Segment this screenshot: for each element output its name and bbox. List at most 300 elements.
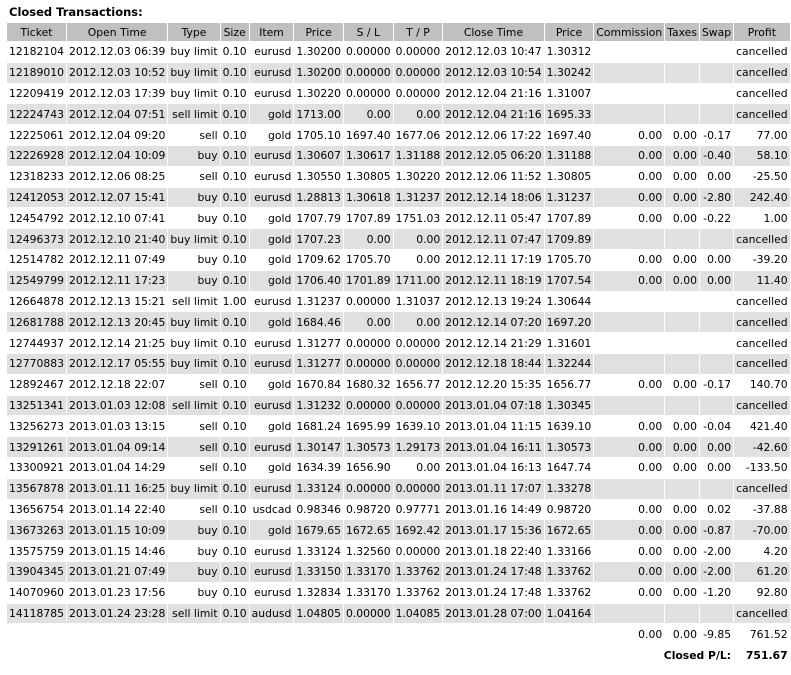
cell-item: eurusd (250, 146, 294, 166)
cell-taxes (665, 604, 699, 624)
cell-taxes: 0.00 (672, 586, 697, 600)
cell-close-price: 1656.77 (546, 378, 592, 392)
cell-ticket: 12664878 (9, 294, 64, 308)
cell-close-price: 1707.89 (546, 211, 592, 225)
cell-size: 0.10 (222, 419, 247, 433)
cell-close-time: 2012.12.06 11:52 (445, 170, 542, 184)
cell-take-profit: 1.31037 (395, 294, 441, 308)
cell-commission: 0.00 (638, 128, 663, 142)
cell-open-price: 1707.79 (296, 211, 341, 225)
cell-taxes (665, 292, 699, 312)
cell-open-price: 1.30200 (294, 63, 343, 83)
cell-commission (594, 604, 664, 624)
column-header-take-profit: T / P (394, 23, 443, 41)
cell-taxes: 0.00 (672, 128, 697, 142)
cell-swap (700, 312, 733, 332)
cell-take-profit: 1.33762 (395, 586, 441, 600)
cell-open-price: 1.31277 (296, 336, 341, 350)
cell-taxes (665, 312, 699, 332)
cell-commission: 0.00 (594, 271, 664, 291)
cell-commission (594, 292, 664, 312)
cell-open-price: 1709.62 (296, 253, 341, 267)
table-row (7, 479, 790, 499)
cell-close-price: 1672.65 (545, 520, 594, 540)
cell-close-price: 1707.54 (545, 271, 594, 291)
cell-ticket: 12412053 (7, 188, 66, 208)
cell-type: buy (168, 188, 219, 208)
cell-stop-loss: 1705.70 (345, 253, 391, 267)
cell-item: gold (268, 461, 292, 475)
cell-open-price: 0.98346 (296, 502, 341, 516)
cell-open-time: 2012.12.07 15:41 (67, 188, 167, 208)
cell-take-profit: 0.00000 (394, 63, 443, 83)
cell-ticket: 12770883 (7, 354, 66, 374)
cell-item: eurusd (254, 586, 292, 600)
column-header-commission: Commission (594, 23, 664, 41)
cell-profit: 58.10 (734, 146, 789, 166)
cell-close-price: 1.30345 (545, 396, 594, 416)
cell-profit: cancelled (734, 63, 789, 83)
cell-open-time: 2013.01.03 12:08 (67, 396, 167, 416)
cell-profit: 242.40 (734, 188, 789, 208)
cell-type: sell (168, 437, 219, 457)
cell-type: buy (168, 146, 219, 166)
cell-stop-loss: 1680.32 (345, 378, 391, 392)
cell-taxes (665, 333, 699, 353)
cell-ticket: 12454792 (9, 211, 64, 225)
cell-stop-loss: 1.30618 (344, 188, 393, 208)
cell-close-price: 1705.70 (546, 253, 592, 267)
cell-close-time: 2012.12.11 18:19 (443, 271, 543, 291)
cell-open-price: 1.31232 (294, 396, 343, 416)
cell-profit: 92.80 (756, 586, 788, 600)
cell-stop-loss: 0.00000 (344, 354, 393, 374)
cell-swap (700, 63, 733, 83)
cell-swap: 0.00 (707, 461, 732, 475)
cell-take-profit: 0.97771 (395, 502, 441, 516)
cell-ticket: 12549799 (7, 271, 66, 291)
cell-stop-loss: 1.33170 (345, 586, 391, 600)
cell-taxes (665, 229, 699, 249)
cell-taxes: 0.00 (665, 437, 699, 457)
cell-profit: cancelled (736, 336, 788, 350)
cell-item: gold (268, 128, 292, 142)
cell-ticket: 12496373 (7, 229, 66, 249)
cell-close-time: 2012.12.11 07:47 (443, 229, 543, 249)
cell-ticket: 12892467 (9, 378, 64, 392)
cell-take-profit: 1.31237 (394, 188, 443, 208)
cell-close-time: 2012.12.03 10:47 (445, 45, 542, 59)
cell-open-time: 2013.01.15 10:09 (67, 520, 167, 540)
cell-item: eurusd (250, 188, 294, 208)
cell-open-price: 1.04805 (294, 604, 343, 624)
cell-type: buy limit (168, 229, 219, 249)
cell-type: buy (197, 586, 218, 600)
cell-close-price: 1.30242 (545, 63, 594, 83)
cell-take-profit: 1711.00 (394, 271, 443, 291)
cell-open-time: 2013.01.24 23:28 (67, 604, 167, 624)
cell-ticket: 12182104 (9, 45, 64, 59)
cell-swap: -0.17 (703, 378, 732, 392)
cell-close-price: 1.33762 (545, 562, 594, 582)
cell-open-price: 1.31277 (294, 354, 343, 374)
cell-commission: 0.00 (638, 461, 663, 475)
cell-commission (594, 479, 664, 499)
cell-close-time: 2012.12.11 05:47 (445, 211, 542, 225)
cell-taxes (665, 396, 699, 416)
cell-close-price: 1.30573 (545, 437, 594, 457)
cell-swap (700, 42, 733, 62)
cell-ticket: 12189010 (7, 63, 66, 83)
cell-open-time: 2013.01.04 09:14 (67, 437, 167, 457)
table-row (7, 63, 790, 83)
cell-open-price: 1634.39 (296, 461, 341, 475)
cell-size: 0.10 (221, 188, 249, 208)
report-title: Closed Transactions: (9, 5, 143, 19)
cell-take-profit: 0.00000 (395, 336, 441, 350)
cell-open-price: 1707.23 (294, 229, 343, 249)
cell-profit: -70.00 (734, 520, 789, 540)
cell-close-time: 2013.01.04 16:11 (443, 437, 543, 457)
cell-profit: cancelled (736, 86, 788, 100)
cell-profit: cancelled (734, 479, 789, 499)
cell-take-profit: 1677.06 (395, 128, 441, 142)
cell-swap: -0.87 (700, 520, 733, 540)
cell-stop-loss: 0.00000 (345, 336, 391, 350)
cell-close-price: 1.33278 (545, 479, 594, 499)
cell-taxes (665, 63, 699, 83)
cell-stop-loss: 1.30805 (345, 170, 391, 184)
cell-stop-loss: 1.33170 (344, 562, 393, 582)
cell-open-price: 1.31237 (296, 294, 341, 308)
cell-open-price: 1.28813 (294, 188, 343, 208)
cell-swap: 0.00 (707, 170, 732, 184)
cell-ticket: 14070960 (9, 586, 64, 600)
cell-open-time: 2012.12.04 09:20 (68, 128, 166, 142)
cell-commission: 0.00 (638, 211, 663, 225)
cell-swap: -0.40 (700, 146, 733, 166)
cell-stop-loss: 0.00000 (344, 396, 393, 416)
cell-type: buy (197, 544, 218, 558)
cell-item: eurusd (254, 45, 292, 59)
cell-profit: 4.20 (763, 544, 788, 558)
cell-item: eurusd (250, 437, 294, 457)
cell-take-profit: 0.00 (394, 312, 443, 332)
table-row (7, 104, 790, 124)
cell-type: sell (199, 128, 218, 142)
cell-profit: -42.60 (734, 437, 789, 457)
cell-size: 0.10 (221, 604, 249, 624)
cell-take-profit: 0.00000 (395, 86, 441, 100)
cell-taxes (665, 42, 699, 62)
cell-type: sell (199, 461, 218, 475)
cell-size: 0.10 (221, 229, 249, 249)
cell-taxes (665, 104, 699, 124)
cell-open-price: 1705.10 (296, 128, 341, 142)
cell-ticket: 12681788 (7, 312, 66, 332)
cell-taxes (665, 479, 699, 499)
cell-stop-loss: 1672.65 (344, 520, 393, 540)
column-header-profit: Profit (734, 23, 789, 41)
cell-ticket: 12209419 (9, 86, 64, 100)
cell-profit: 1.00 (763, 211, 788, 225)
cell-open-time: 2012.12.11 17:23 (67, 271, 167, 291)
cell-open-price: 1681.24 (296, 419, 341, 433)
cell-open-time: 2012.12.13 20:45 (67, 312, 167, 332)
cell-size: 0.10 (221, 271, 249, 291)
total-swap: -9.85 (703, 627, 732, 641)
cell-close-time: 2012.12.14 07:20 (443, 312, 543, 332)
cell-stop-loss: 1701.89 (344, 271, 393, 291)
cell-item: eurusd (254, 170, 292, 184)
cell-profit: -37.88 (752, 502, 788, 516)
column-header-stop-loss: S / L (344, 23, 393, 41)
cell-open-price: 1670.84 (296, 378, 341, 392)
table-row (7, 188, 790, 208)
cell-open-price: 1.30200 (296, 45, 341, 59)
table-row (7, 271, 790, 291)
total-profit: 761.52 (749, 627, 788, 641)
cell-open-price: 1.32834 (296, 586, 341, 600)
column-header-swap: Swap (700, 23, 733, 41)
cell-size: 0.10 (221, 437, 249, 457)
cell-swap (700, 354, 733, 374)
cell-size: 0.10 (222, 378, 247, 392)
cell-taxes: 0.00 (665, 520, 699, 540)
cell-close-price: 1709.89 (545, 229, 594, 249)
cell-profit: cancelled (734, 229, 789, 249)
cell-swap: 0.00 (700, 437, 733, 457)
cell-stop-loss: 0.00000 (344, 604, 393, 624)
table-row (7, 500, 790, 520)
cell-item: usdcad (252, 502, 292, 516)
cell-type: sell limit (168, 104, 219, 124)
cell-take-profit: 1692.42 (394, 520, 443, 540)
cell-type: sell (199, 170, 218, 184)
cell-close-price: 1697.40 (546, 128, 592, 142)
column-header-open-time: Open Time (67, 23, 167, 41)
cell-taxes: 0.00 (672, 461, 697, 475)
table-row (7, 250, 790, 270)
cell-commission (594, 63, 664, 83)
cell-ticket: 12224743 (7, 104, 66, 124)
closed-pl-row (7, 645, 790, 665)
cell-type: buy (197, 253, 218, 267)
column-header-ticket: Ticket (7, 23, 66, 41)
cell-profit: cancelled (734, 396, 789, 416)
cell-item: eurusd (250, 396, 294, 416)
cell-size: 0.10 (221, 520, 249, 540)
cell-size: 0.10 (222, 86, 247, 100)
cell-open-time: 2013.01.04 14:29 (68, 461, 166, 475)
cell-item: eurusd (254, 336, 292, 350)
cell-close-price: 1.31188 (545, 146, 594, 166)
cell-size: 0.10 (222, 586, 247, 600)
cell-close-time: 2012.12.03 10:54 (443, 63, 543, 83)
cell-profit: 421.40 (749, 419, 788, 433)
cell-taxes: 0.00 (672, 419, 697, 433)
cell-take-profit: 0.00000 (394, 396, 443, 416)
table-row (7, 458, 790, 478)
cell-swap: -2.00 (703, 544, 732, 558)
cell-open-time: 2012.12.04 07:51 (67, 104, 167, 124)
cell-profit: 61.20 (734, 562, 789, 582)
cell-taxes: 0.00 (672, 502, 697, 516)
cell-type: buy (197, 211, 218, 225)
cell-commission: 0.00 (594, 437, 664, 457)
column-header-type: Type (168, 23, 219, 41)
cell-close-price: 1647.74 (546, 461, 592, 475)
cell-open-time: 2012.12.04 10:09 (67, 146, 167, 166)
cell-item: eurusd (254, 544, 292, 558)
transactions-table (6, 22, 791, 666)
cell-taxes: 0.00 (665, 562, 699, 582)
cell-commission: 0.00 (638, 502, 663, 516)
cell-swap: 0.00 (700, 271, 733, 291)
cell-swap (700, 604, 733, 624)
cell-item: eurusd (254, 86, 292, 100)
cell-profit: cancelled (734, 312, 789, 332)
cell-taxes: 0.00 (665, 271, 699, 291)
cell-taxes (665, 354, 699, 374)
cell-commission: 0.00 (638, 378, 663, 392)
cell-take-profit: 1639.10 (395, 419, 441, 433)
column-header-size: Size (221, 23, 249, 41)
cell-close-price: 1.30644 (546, 294, 592, 308)
cell-item: eurusd (250, 63, 294, 83)
cell-close-price: 1.31007 (546, 86, 592, 100)
cell-commission (594, 42, 664, 62)
cell-open-time: 2013.01.11 16:25 (67, 479, 167, 499)
cell-open-price: 1.30147 (294, 437, 343, 457)
cell-close-time: 2012.12.11 17:19 (445, 253, 542, 267)
column-header-taxes: Taxes (665, 23, 699, 41)
cell-size: 0.10 (221, 354, 249, 374)
cell-stop-loss: 0.00000 (345, 45, 391, 59)
cell-open-time: 2012.12.03 06:39 (68, 45, 166, 59)
cell-type: buy limit (170, 45, 218, 59)
cell-stop-loss: 0.00 (344, 104, 393, 124)
cell-swap (700, 84, 733, 104)
cell-size: 1.00 (222, 294, 247, 308)
cell-type: sell limit (172, 294, 218, 308)
cell-close-price: 1.30312 (546, 45, 592, 59)
cell-swap (700, 104, 733, 124)
cell-open-time: 2012.12.06 08:25 (68, 170, 166, 184)
cell-ticket: 12226928 (7, 146, 66, 166)
cell-close-time: 2012.12.04 21:16 (445, 86, 542, 100)
cell-commission: 0.00 (638, 419, 663, 433)
cell-close-price: 0.98720 (546, 502, 592, 516)
cell-close-price: 1.33166 (546, 544, 592, 558)
cell-swap (700, 292, 733, 312)
cell-swap: 0.02 (707, 502, 732, 516)
cell-open-time: 2012.12.14 21:25 (68, 336, 166, 350)
table-row (7, 354, 790, 374)
cell-open-price: 1706.40 (294, 271, 343, 291)
cell-ticket: 13567878 (7, 479, 66, 499)
cell-stop-loss: 1.32560 (345, 544, 391, 558)
cell-type: buy limit (168, 63, 219, 83)
cell-ticket: 13904345 (7, 562, 66, 582)
cell-close-time: 2013.01.24 17:48 (443, 562, 543, 582)
cell-take-profit: 0.00000 (394, 354, 443, 374)
cell-commission (594, 354, 664, 374)
cell-stop-loss: 0.00 (344, 312, 393, 332)
cell-profit: -39.20 (752, 253, 788, 267)
cell-profit: 11.40 (734, 271, 789, 291)
cell-take-profit: 0.00000 (395, 45, 441, 59)
cell-item: eurusd (250, 562, 294, 582)
cell-size: 0.10 (221, 312, 249, 332)
cell-open-time: 2012.12.11 07:49 (68, 253, 166, 267)
cell-item: eurusd (250, 479, 294, 499)
cell-commission (594, 333, 664, 353)
table-row (7, 292, 790, 312)
table-row (7, 229, 790, 249)
cell-item: gold (250, 229, 294, 249)
cell-commission (594, 396, 664, 416)
cell-close-time: 2013.01.18 22:40 (445, 544, 542, 558)
cell-close-price: 1.30805 (546, 170, 592, 184)
cell-type: sell limit (168, 604, 219, 624)
cell-ticket: 13251341 (7, 396, 66, 416)
table-row (7, 583, 790, 603)
cell-open-price: 1.30607 (294, 146, 343, 166)
cell-profit: -25.50 (752, 170, 788, 184)
cell-size: 0.10 (221, 146, 249, 166)
cell-taxes: 0.00 (672, 378, 697, 392)
cell-stop-loss: 1.30617 (344, 146, 393, 166)
cell-open-time: 2012.12.17 05:55 (67, 354, 167, 374)
closed-pl-spacer (7, 645, 593, 665)
cell-close-time: 2012.12.04 21:16 (443, 104, 543, 124)
table-row (7, 84, 790, 104)
cell-type: sell limit (168, 396, 219, 416)
cell-close-price: 1639.10 (546, 419, 592, 433)
cell-commission: 0.00 (638, 586, 663, 600)
table-row (7, 604, 790, 624)
cell-open-time: 2013.01.15 14:46 (68, 544, 166, 558)
cell-ticket: 13300921 (9, 461, 64, 475)
cell-open-price: 1.30220 (296, 86, 341, 100)
cell-close-time: 2013.01.24 17:48 (445, 586, 542, 600)
cell-item: audusd (250, 604, 294, 624)
cell-open-price: 1.30550 (296, 170, 341, 184)
cell-open-time: 2012.12.03 17:39 (68, 86, 166, 100)
cell-item: eurusd (250, 354, 294, 374)
cell-take-profit: 1.29173 (394, 437, 443, 457)
cell-open-time: 2013.01.21 07:49 (67, 562, 167, 582)
cell-item: gold (250, 271, 294, 291)
cell-type: buy limit (168, 354, 219, 374)
cell-size: 0.10 (222, 211, 247, 225)
cell-taxes: 0.00 (672, 253, 697, 267)
cell-swap: -2.00 (700, 562, 733, 582)
cell-size: 0.10 (222, 128, 247, 142)
cell-size: 0.10 (221, 396, 249, 416)
cell-swap: -2.80 (700, 188, 733, 208)
cell-open-time: 2013.01.14 22:40 (68, 502, 166, 516)
cell-swap (700, 396, 733, 416)
cell-close-price: 1695.33 (545, 104, 594, 124)
cell-close-price: 1.32244 (545, 354, 594, 374)
cell-profit: cancelled (734, 354, 789, 374)
cell-take-profit: 0.00 (416, 461, 441, 475)
column-header-item: Item (250, 23, 294, 41)
cell-open-price: 1684.46 (294, 312, 343, 332)
cell-close-price: 1.31237 (545, 188, 594, 208)
